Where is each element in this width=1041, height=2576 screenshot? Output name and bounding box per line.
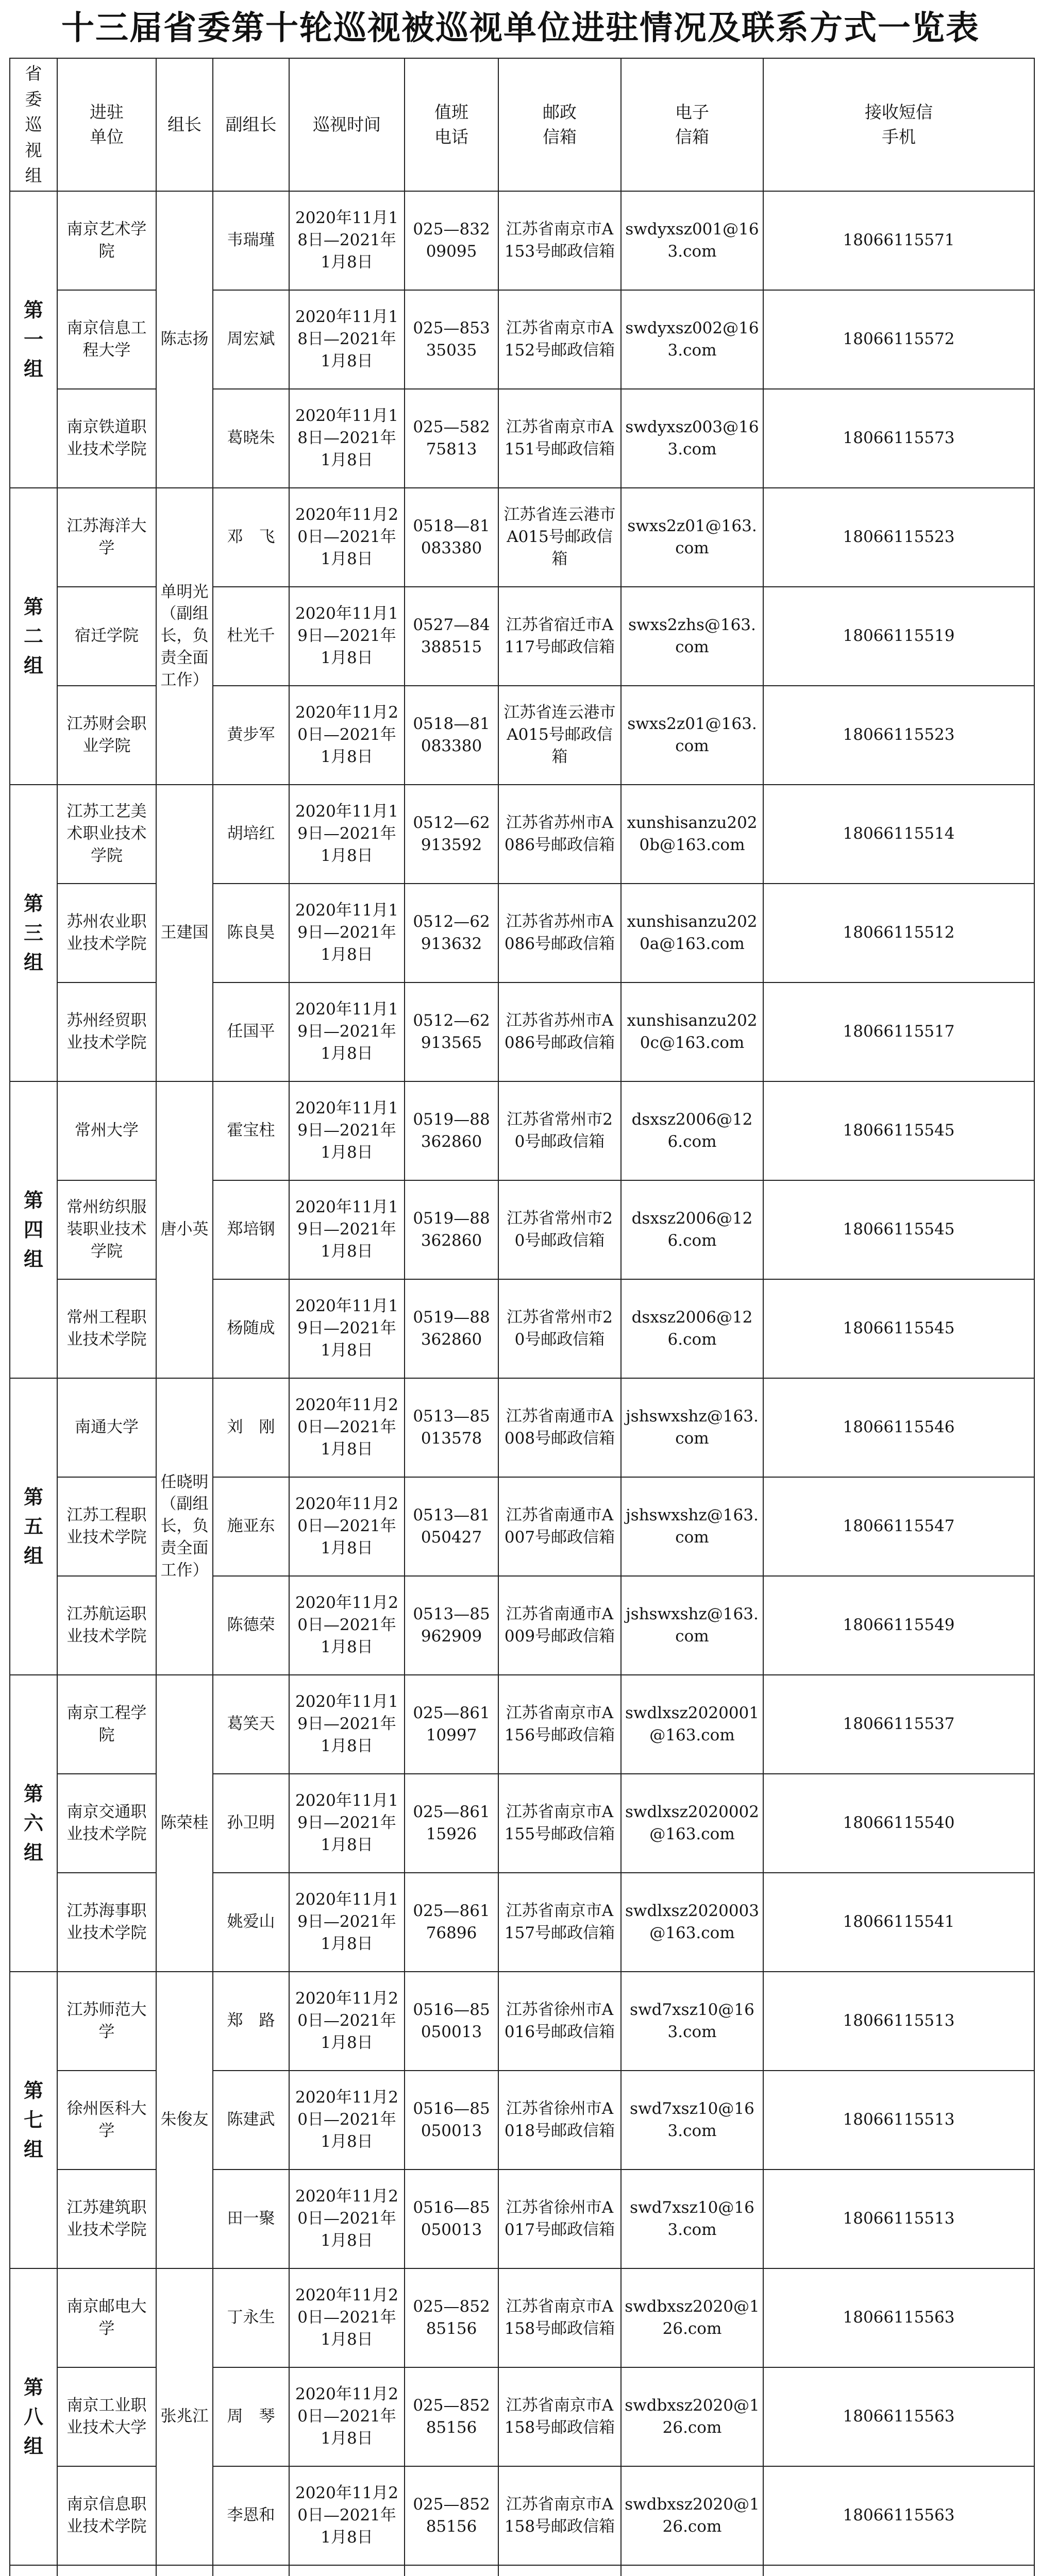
email-address: swdyxsz003@163.com <box>621 389 763 488</box>
sms-phone: 18066115537 <box>763 1675 1034 1774</box>
unit-name: 南京信息工程大学 <box>57 290 156 389</box>
sms-phone: 18066115514 <box>763 785 1034 884</box>
deputy-leader: 李恩和 <box>213 2466 289 2565</box>
sms-phone: 18066115545 <box>763 1180 1034 1279</box>
duty-phone: 0519—88362860 <box>405 1279 498 1378</box>
sms-phone: 18066115545 <box>763 1279 1034 1378</box>
inspection-period <box>289 2565 405 2576</box>
table-row <box>10 488 1034 587</box>
postal-mailbox: 江苏省南京市A156号邮政信箱 <box>498 1675 621 1774</box>
group-leader: 朱俊友 <box>156 1972 213 2268</box>
email-address: swdlxsz2020001@163.com <box>621 1675 763 1774</box>
unit-name: 宿迁学院 <box>57 587 156 686</box>
group-name: 第七组 <box>10 1972 57 2268</box>
deputy-leader: 韦瑞瑾 <box>213 191 289 290</box>
sms-phone: 18066115517 <box>763 982 1034 1081</box>
unit-name: 南京工业职业技术大学 <box>57 2367 156 2466</box>
inspection-period: 2020年11月19日—2021年1月8日 <box>289 1279 405 1378</box>
contact-table <box>9 58 1035 2576</box>
postal-mailbox: 江苏省徐州市A018号邮政信箱 <box>498 2071 621 2170</box>
unit-name: 苏州经贸职业技术学院 <box>57 982 156 1081</box>
group-leader: 王建国 <box>156 785 213 1081</box>
duty-phone: 0516—85050013 <box>405 2071 498 2170</box>
inspection-period: 2020年11月19日—2021年1月8日 <box>289 785 405 884</box>
deputy-leader: 葛晓朱 <box>213 389 289 488</box>
email-address: swdbxsz2020@126.com <box>621 2268 763 2367</box>
group-name: 第六组 <box>10 1675 57 1972</box>
email-address: swxs2z01@163.com <box>621 686 763 785</box>
sms-phone <box>763 2565 1034 2576</box>
email-address: jshswxshz@163.com <box>621 1576 763 1675</box>
unit-name: 南通大学 <box>57 1378 156 1477</box>
inspection-period: 2020年11月18日—2021年1月8日 <box>289 290 405 389</box>
deputy-leader: 姚爱山 <box>213 1873 289 1972</box>
duty-phone: 025—58275813 <box>405 389 498 488</box>
deputy-leader: 陈良昊 <box>213 884 289 982</box>
group-name: 第八组 <box>10 2268 57 2565</box>
group-leader: 陈荣桂 <box>156 1675 213 1972</box>
postal-mailbox: 江苏省苏州市A086号邮政信箱 <box>498 982 621 1081</box>
inspection-period: 2020年11月20日—2021年1月8日 <box>289 2466 405 2565</box>
postal-mailbox: 江苏省南京市A157号邮政信箱 <box>498 1873 621 1972</box>
deputy-leader: 邓 飞 <box>213 488 289 587</box>
email-address: swd7xsz10@163.com <box>621 1972 763 2071</box>
email-address: xunshisanzu2020c@163.com <box>621 982 763 1081</box>
header-deputy: 副组长 <box>213 58 289 191</box>
postal-mailbox: 江苏省南通市A008号邮政信箱 <box>498 1378 621 1477</box>
unit-name: 江苏工艺美术职业技术学院 <box>57 785 156 884</box>
table-row <box>10 2268 1034 2367</box>
duty-phone: 025—86176896 <box>405 1873 498 1972</box>
deputy-leader: 刘 刚 <box>213 1378 289 1477</box>
header-unit: 进驻 单位 <box>57 58 156 191</box>
group-name: 第四组 <box>10 1081 57 1378</box>
deputy-leader: 周 琴 <box>213 2367 289 2466</box>
duty-phone: 0518—81083380 <box>405 488 498 587</box>
duty-phone: 0527—84388515 <box>405 587 498 686</box>
unit-name: 南京邮电大学 <box>57 2268 156 2367</box>
inspection-period: 2020年11月19日—2021年1月8日 <box>289 982 405 1081</box>
email-address: swxs2z01@163.com <box>621 488 763 587</box>
postal-mailbox: 江苏省南京市A155号邮政信箱 <box>498 1774 621 1873</box>
postal-mailbox: 江苏省南京市A158号邮政信箱 <box>498 2466 621 2565</box>
postal-mailbox: 江苏省连云港市A015号邮政信箱 <box>498 488 621 587</box>
deputy-leader: 陈德荣 <box>213 1576 289 1675</box>
inspection-period: 2020年11月20日—2021年1月8日 <box>289 1477 405 1576</box>
postal-mailbox: 江苏省南京市A153号邮政信箱 <box>498 191 621 290</box>
unit-name: 江苏建筑职业技术学院 <box>57 2170 156 2268</box>
sms-phone: 18066115572 <box>763 290 1034 389</box>
group-name: 第五组 <box>10 1378 57 1675</box>
email-address: dsxsz2006@126.com <box>621 1180 763 1279</box>
duty-phone: 025—85285156 <box>405 2466 498 2565</box>
document-title: 十三届省委第十轮巡视被巡视单位进驻情况及联系方式一览表 <box>61 9 980 47</box>
inspection-period: 2020年11月19日—2021年1月8日 <box>289 884 405 982</box>
sms-phone: 18066115545 <box>763 1081 1034 1180</box>
postal-mailbox: 江苏省宿迁市A117号邮政信箱 <box>498 587 621 686</box>
sms-phone: 18066115541 <box>763 1873 1034 1972</box>
table-row <box>10 1675 1034 1774</box>
deputy-leader: 孙卫明 <box>213 1774 289 1873</box>
postal-mailbox: 江苏省苏州市A086号邮政信箱 <box>498 785 621 884</box>
email-address: dsxsz2006@126.com <box>621 1081 763 1180</box>
sms-phone: 18066115540 <box>763 1774 1034 1873</box>
deputy-leader: 任国平 <box>213 982 289 1081</box>
unit-name: 江苏师范大学 <box>57 1972 156 2071</box>
inspection-period: 2020年11月20日—2021年1月8日 <box>289 686 405 785</box>
email-address: xunshisanzu2020a@163.com <box>621 884 763 982</box>
header-email: 电子 信箱 <box>621 58 763 191</box>
postal-mailbox: 江苏省南京市A151号邮政信箱 <box>498 389 621 488</box>
sms-phone: 18066115547 <box>763 1477 1034 1576</box>
sms-phone: 18066115513 <box>763 2071 1034 2170</box>
unit-name: 南京工程学院 <box>57 1675 156 1774</box>
email-address: swdlxsz2020002@163.com <box>621 1774 763 1873</box>
sms-phone: 18066115563 <box>763 2268 1034 2367</box>
unit-name: 常州工程职业技术学院 <box>57 1279 156 1378</box>
sms-phone: 18066115546 <box>763 1378 1034 1477</box>
email-address: jshswxshz@163.com <box>621 1378 763 1477</box>
table-row <box>10 1972 1034 2071</box>
postal-mailbox: 江苏省南京市A158号邮政信箱 <box>498 2367 621 2466</box>
duty-phone: 0512—62913565 <box>405 982 498 1081</box>
email-address: swdyxsz001@163.com <box>621 191 763 290</box>
deputy-leader: 黄步军 <box>213 686 289 785</box>
postal-mailbox: 江苏省南京市A152号邮政信箱 <box>498 290 621 389</box>
table-row <box>10 785 1034 884</box>
duty-phone: 0513—81050427 <box>405 1477 498 1576</box>
inspection-period: 2020年11月19日—2021年1月8日 <box>289 1873 405 1972</box>
group-name: 第一组 <box>10 191 57 488</box>
email-address: swdbxsz2020@126.com <box>621 2367 763 2466</box>
unit-name: 江苏海洋大学 <box>57 488 156 587</box>
unit-name <box>57 2565 156 2576</box>
unit-name: 江苏海事职业技术学院 <box>57 1873 156 1972</box>
deputy-leader: 陈建武 <box>213 2071 289 2170</box>
duty-phone <box>405 2565 498 2576</box>
postal-mailbox <box>498 2565 621 2576</box>
header-group: 省委巡视组 <box>10 58 57 191</box>
email-address: swdbxsz2020@126.com <box>621 2466 763 2565</box>
unit-name: 南京艺术学院 <box>57 191 156 290</box>
unit-name: 徐州医科大学 <box>57 2071 156 2170</box>
group-name <box>10 2565 57 2576</box>
deputy-leader: 丁永生 <box>213 2268 289 2367</box>
inspection-period: 2020年11月19日—2021年1月8日 <box>289 1774 405 1873</box>
postal-mailbox: 江苏省连云港市A015号邮政信箱 <box>498 686 621 785</box>
postal-mailbox: 江苏省苏州市A086号邮政信箱 <box>498 884 621 982</box>
duty-phone: 0516—85050013 <box>405 2170 498 2268</box>
email-address: swd7xsz10@163.com <box>621 2071 763 2170</box>
duty-phone: 0518—81083380 <box>405 686 498 785</box>
email-address <box>621 2565 763 2576</box>
inspection-period: 2020年11月18日—2021年1月8日 <box>289 191 405 290</box>
postal-mailbox: 江苏省常州市20号邮政信箱 <box>498 1180 621 1279</box>
inspection-period: 2020年11月19日—2021年1月8日 <box>289 587 405 686</box>
unit-name: 南京铁道职业技术学院 <box>57 389 156 488</box>
table-header-row <box>10 58 1034 191</box>
inspection-period: 2020年11月20日—2021年1月8日 <box>289 1972 405 2071</box>
sms-phone: 18066115571 <box>763 191 1034 290</box>
duty-phone: 0512—62913592 <box>405 785 498 884</box>
header-sms: 接收短信 手机 <box>763 58 1034 191</box>
deputy-leader: 周宏斌 <box>213 290 289 389</box>
deputy-leader: 葛笑天 <box>213 1675 289 1774</box>
email-address: dsxsz2006@126.com <box>621 1279 763 1378</box>
unit-name: 常州大学 <box>57 1081 156 1180</box>
group-leader: 单明光（副组长，负责全面工作） <box>156 488 213 785</box>
inspection-period: 2020年11月19日—2021年1月8日 <box>289 1675 405 1774</box>
duty-phone: 025—86110997 <box>405 1675 498 1774</box>
table-row <box>10 1081 1034 1180</box>
email-address: swdlxsz2020003@163.com <box>621 1873 763 1972</box>
duty-phone: 025—86115926 <box>405 1774 498 1873</box>
sms-phone: 18066115563 <box>763 2466 1034 2565</box>
unit-name: 江苏工程职业技术学院 <box>57 1477 156 1576</box>
header-mailbox: 邮政 信箱 <box>498 58 621 191</box>
unit-name: 苏州农业职业技术学院 <box>57 884 156 982</box>
header-phone: 值班 电话 <box>405 58 498 191</box>
group-leader <box>156 2565 213 2576</box>
table-body <box>10 191 1034 2576</box>
header-time: 巡视时间 <box>289 58 405 191</box>
unit-name: 南京信息职业技术学院 <box>57 2466 156 2565</box>
postal-mailbox: 江苏省徐州市A017号邮政信箱 <box>498 2170 621 2268</box>
sms-phone: 18066115573 <box>763 389 1034 488</box>
postal-mailbox: 江苏省徐州市A016号邮政信箱 <box>498 1972 621 2071</box>
inspection-period: 2020年11月18日—2021年1月8日 <box>289 389 405 488</box>
header-leader: 组长 <box>156 58 213 191</box>
duty-phone: 025—85285156 <box>405 2268 498 2367</box>
sms-phone: 18066115523 <box>763 488 1034 587</box>
duty-phone: 0516—85050013 <box>405 1972 498 2071</box>
email-address: xunshisanzu2020b@163.com <box>621 785 763 884</box>
duty-phone: 0512—62913632 <box>405 884 498 982</box>
email-address: swxs2zhs@163.com <box>621 587 763 686</box>
sms-phone: 18066115512 <box>763 884 1034 982</box>
inspection-period: 2020年11月20日—2021年1月8日 <box>289 2268 405 2367</box>
duty-phone: 025—85335035 <box>405 290 498 389</box>
sms-phone: 18066115563 <box>763 2367 1034 2466</box>
inspection-period: 2020年11月20日—2021年1月8日 <box>289 1378 405 1477</box>
duty-phone: 0513—85013578 <box>405 1378 498 1477</box>
email-address: swdyxsz002@163.com <box>621 290 763 389</box>
sms-phone: 18066115519 <box>763 587 1034 686</box>
table-row <box>10 2565 1034 2576</box>
group-name: 第二组 <box>10 488 57 785</box>
unit-name: 江苏财会职业学院 <box>57 686 156 785</box>
table-row <box>10 1378 1034 1477</box>
email-address: swd7xsz10@163.com <box>621 2170 763 2268</box>
deputy-leader: 霍宝柱 <box>213 1081 289 1180</box>
unit-name: 常州纺织服装职业技术学院 <box>57 1180 156 1279</box>
deputy-leader: 田一聚 <box>213 2170 289 2268</box>
unit-name: 江苏航运职业技术学院 <box>57 1576 156 1675</box>
table-row <box>10 191 1034 290</box>
deputy-leader: 郑 路 <box>213 1972 289 2071</box>
deputy-leader: 胡培红 <box>213 785 289 884</box>
duty-phone: 0519—88362860 <box>405 1081 498 1180</box>
inspection-period: 2020年11月20日—2021年1月8日 <box>289 2170 405 2268</box>
sms-phone: 18066115523 <box>763 686 1034 785</box>
email-address: jshswxshz@163.com <box>621 1477 763 1576</box>
duty-phone: 025—85285156 <box>405 2367 498 2466</box>
deputy-leader: 杜光千 <box>213 587 289 686</box>
duty-phone: 025—83209095 <box>405 191 498 290</box>
group-leader: 陈志扬 <box>156 191 213 488</box>
inspection-period: 2020年11月20日—2021年1月8日 <box>289 2071 405 2170</box>
group-leader: 任晓明（副组长，负责全面工作） <box>156 1378 213 1675</box>
deputy-leader: 杨随成 <box>213 1279 289 1378</box>
inspection-period: 2020年11月19日—2021年1月8日 <box>289 1081 405 1180</box>
deputy-leader: 施亚东 <box>213 1477 289 1576</box>
inspection-period: 2020年11月19日—2021年1月8日 <box>289 1180 405 1279</box>
sms-phone: 18066115513 <box>763 2170 1034 2268</box>
inspection-period: 2020年11月20日—2021年1月8日 <box>289 488 405 587</box>
group-leader: 张兆江 <box>156 2268 213 2565</box>
duty-phone: 0519—88362860 <box>405 1180 498 1279</box>
sms-phone: 18066115549 <box>763 1576 1034 1675</box>
deputy-leader <box>213 2565 289 2576</box>
deputy-leader: 郑培钢 <box>213 1180 289 1279</box>
duty-phone: 0513—85962909 <box>405 1576 498 1675</box>
group-leader: 唐小英 <box>156 1081 213 1378</box>
inspection-period: 2020年11月20日—2021年1月8日 <box>289 1576 405 1675</box>
inspection-period: 2020年11月20日—2021年1月8日 <box>289 2367 405 2466</box>
postal-mailbox: 江苏省南京市A158号邮政信箱 <box>498 2268 621 2367</box>
sms-phone: 18066115513 <box>763 1972 1034 2071</box>
postal-mailbox: 江苏省南通市A007号邮政信箱 <box>498 1477 621 1576</box>
postal-mailbox: 江苏省常州市20号邮政信箱 <box>498 1081 621 1180</box>
postal-mailbox: 江苏省南通市A009号邮政信箱 <box>498 1576 621 1675</box>
unit-name: 南京交通职业技术学院 <box>57 1774 156 1873</box>
postal-mailbox: 江苏省常州市20号邮政信箱 <box>498 1279 621 1378</box>
group-name: 第三组 <box>10 785 57 1081</box>
